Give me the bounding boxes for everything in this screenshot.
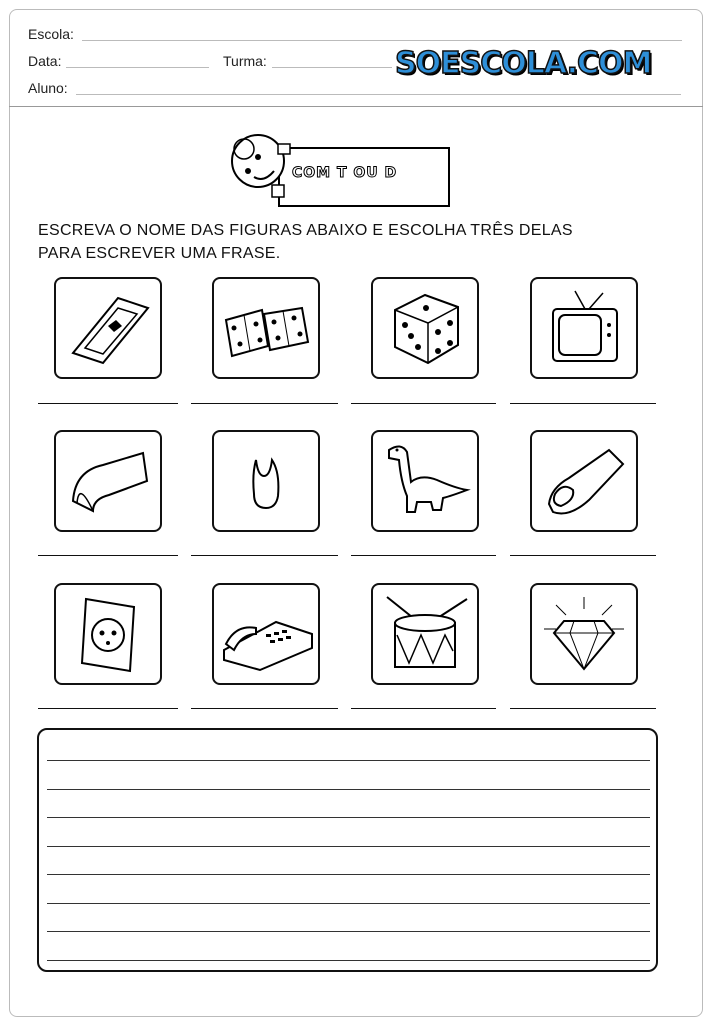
picture-finger xyxy=(530,430,638,532)
telephone-icon xyxy=(216,594,316,674)
answer-line[interactable] xyxy=(351,708,496,709)
picture-rug xyxy=(54,277,162,379)
school-field[interactable] xyxy=(82,40,682,41)
title-banner xyxy=(222,127,452,207)
answer-line[interactable] xyxy=(351,555,496,556)
answer-line[interactable] xyxy=(38,555,178,556)
roof-tile-icon xyxy=(63,441,153,521)
writing-line[interactable] xyxy=(47,817,650,818)
class-label: Turma: xyxy=(223,53,267,69)
picture-dinosaur xyxy=(371,430,479,532)
student-field[interactable] xyxy=(76,94,681,95)
dominoes-icon xyxy=(218,288,314,368)
sentence-writing-area[interactable] xyxy=(37,728,658,972)
picture-tooth xyxy=(212,430,320,532)
writing-line[interactable] xyxy=(47,903,650,904)
dice-icon xyxy=(380,285,470,371)
answer-line[interactable] xyxy=(351,403,496,404)
writing-line[interactable] xyxy=(47,760,650,761)
answer-line[interactable] xyxy=(38,708,178,709)
answer-line[interactable] xyxy=(510,555,656,556)
student-label: Aluno: xyxy=(28,80,68,96)
tooth-icon xyxy=(236,446,296,516)
picture-diamond xyxy=(530,583,638,685)
writing-line[interactable] xyxy=(47,960,650,961)
rug-icon xyxy=(63,288,153,368)
diamond-icon xyxy=(536,591,632,677)
answer-line[interactable] xyxy=(191,403,338,404)
answer-line[interactable] xyxy=(510,708,656,709)
picture-dice xyxy=(371,277,479,379)
answer-line[interactable] xyxy=(510,403,656,404)
site-logo: SOESCOLA.COM xyxy=(395,46,652,81)
instructions xyxy=(38,219,573,265)
writing-line[interactable] xyxy=(47,874,650,875)
writing-line[interactable] xyxy=(47,931,650,932)
school-label: Escola: xyxy=(28,26,74,42)
picture-dominoes xyxy=(212,277,320,379)
header-divider xyxy=(9,106,703,107)
outlet-icon xyxy=(68,591,148,677)
instruction-line: ESCREVA O NOME DAS FIGURAS ABAIXO E ESCOLHA TRÊS DELAS xyxy=(38,222,573,239)
picture-drum xyxy=(371,583,479,685)
picture-telephone xyxy=(212,583,320,685)
picture-roof-tile xyxy=(54,430,162,532)
finger-icon xyxy=(539,438,629,524)
picture-outlet xyxy=(54,583,162,685)
answer-line[interactable] xyxy=(191,708,338,709)
picture-tv xyxy=(530,277,638,379)
answer-line[interactable] xyxy=(38,403,178,404)
date-label: Data: xyxy=(28,53,62,69)
class-field[interactable] xyxy=(272,67,392,68)
tv-icon xyxy=(539,285,629,371)
dinosaur-icon xyxy=(377,438,473,524)
monkey-icon xyxy=(222,127,302,207)
date-field[interactable] xyxy=(66,67,209,68)
instruction-line: PARA ESCREVER UMA FRASE. xyxy=(38,245,281,262)
drum-icon xyxy=(377,591,473,677)
writing-line[interactable] xyxy=(47,789,650,790)
writing-line[interactable] xyxy=(47,846,650,847)
title-text: COM T OU D xyxy=(292,165,398,181)
answer-line[interactable] xyxy=(191,555,338,556)
